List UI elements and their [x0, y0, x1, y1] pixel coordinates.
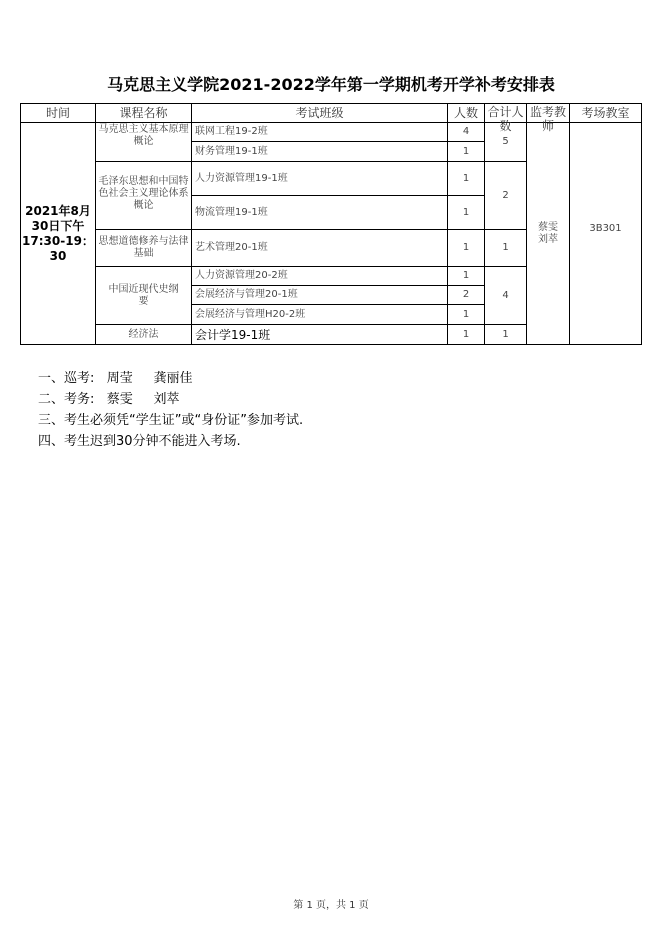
note-line: 四、考生迟到30分钟不能进入考场.	[38, 434, 241, 449]
header-class: 考试班级	[192, 104, 448, 123]
header-room: 考场教室	[570, 104, 642, 123]
total-count: 5	[485, 123, 527, 162]
notes	[38, 368, 303, 452]
table-header-row	[21, 104, 642, 123]
exam-room: 3B301	[570, 123, 642, 345]
exam-schedule-table	[20, 103, 642, 345]
class-name: 人力资源管理20-2班	[192, 267, 448, 286]
course-name: 中国近现代史纲要	[96, 267, 192, 325]
course-name: 思想道德修养与法律基础	[96, 230, 192, 267]
class-name: 人力资源管理19-1班	[192, 162, 448, 196]
proctor: 蔡雯刘萃	[527, 123, 570, 345]
student-count: 1	[448, 142, 485, 162]
header-course: 课程名称	[96, 104, 192, 123]
total-count: 1	[485, 230, 527, 267]
student-count: 1	[448, 325, 485, 345]
class-name: 物流管理19-1班	[192, 196, 448, 230]
course-name: 马克思主义基本原理概论	[96, 123, 192, 162]
class-name: 艺术管理20-1班	[192, 230, 448, 267]
total-count: 2	[485, 162, 527, 230]
course-name: 经济法	[96, 325, 192, 345]
header-proctor-text: 监考教师	[529, 105, 566, 133]
student-count: 1	[448, 305, 485, 325]
note-line: 二、考务: 蔡雯 刘萃	[38, 392, 180, 407]
exam-time: 2021年8月30日下午17:30-19：30	[21, 123, 96, 345]
total-count: 1	[485, 325, 527, 345]
student-count: 1	[448, 230, 485, 267]
note-line: 三、考生必须凭“学生证”或“身份证”参加考试.	[38, 413, 304, 428]
student-count: 1	[448, 162, 485, 196]
student-count: 1	[448, 196, 485, 230]
header-total-text: 合计人数	[487, 105, 524, 133]
class-name: 联网工程19-2班	[192, 123, 448, 142]
header-proctor	[527, 104, 570, 133]
class-name: 会展经济与管理H20-2班	[192, 305, 448, 325]
student-count: 4	[448, 123, 485, 142]
total-count: 4	[485, 267, 527, 325]
class-name: 财务管理19-1班	[192, 142, 448, 162]
student-count: 2	[448, 286, 485, 305]
page-footer: 第 1 页，共 1 页	[293, 900, 369, 911]
page-title: 马克思主义学院2021-2022学年第一学期机考开学补考安排表	[107, 75, 555, 94]
class-name: 会计学19-1班	[192, 325, 448, 345]
course-name: 毛泽东思想和中国特色社会主义理论体系概论	[96, 162, 192, 230]
header-count: 人数	[448, 104, 485, 123]
student-count: 1	[448, 267, 485, 286]
note-line: 一、巡考: 周莹 龚丽佳	[38, 371, 193, 386]
header-time: 时间	[21, 104, 96, 123]
class-name: 会展经济与管理20-1班	[192, 286, 448, 305]
header-total	[485, 104, 527, 133]
